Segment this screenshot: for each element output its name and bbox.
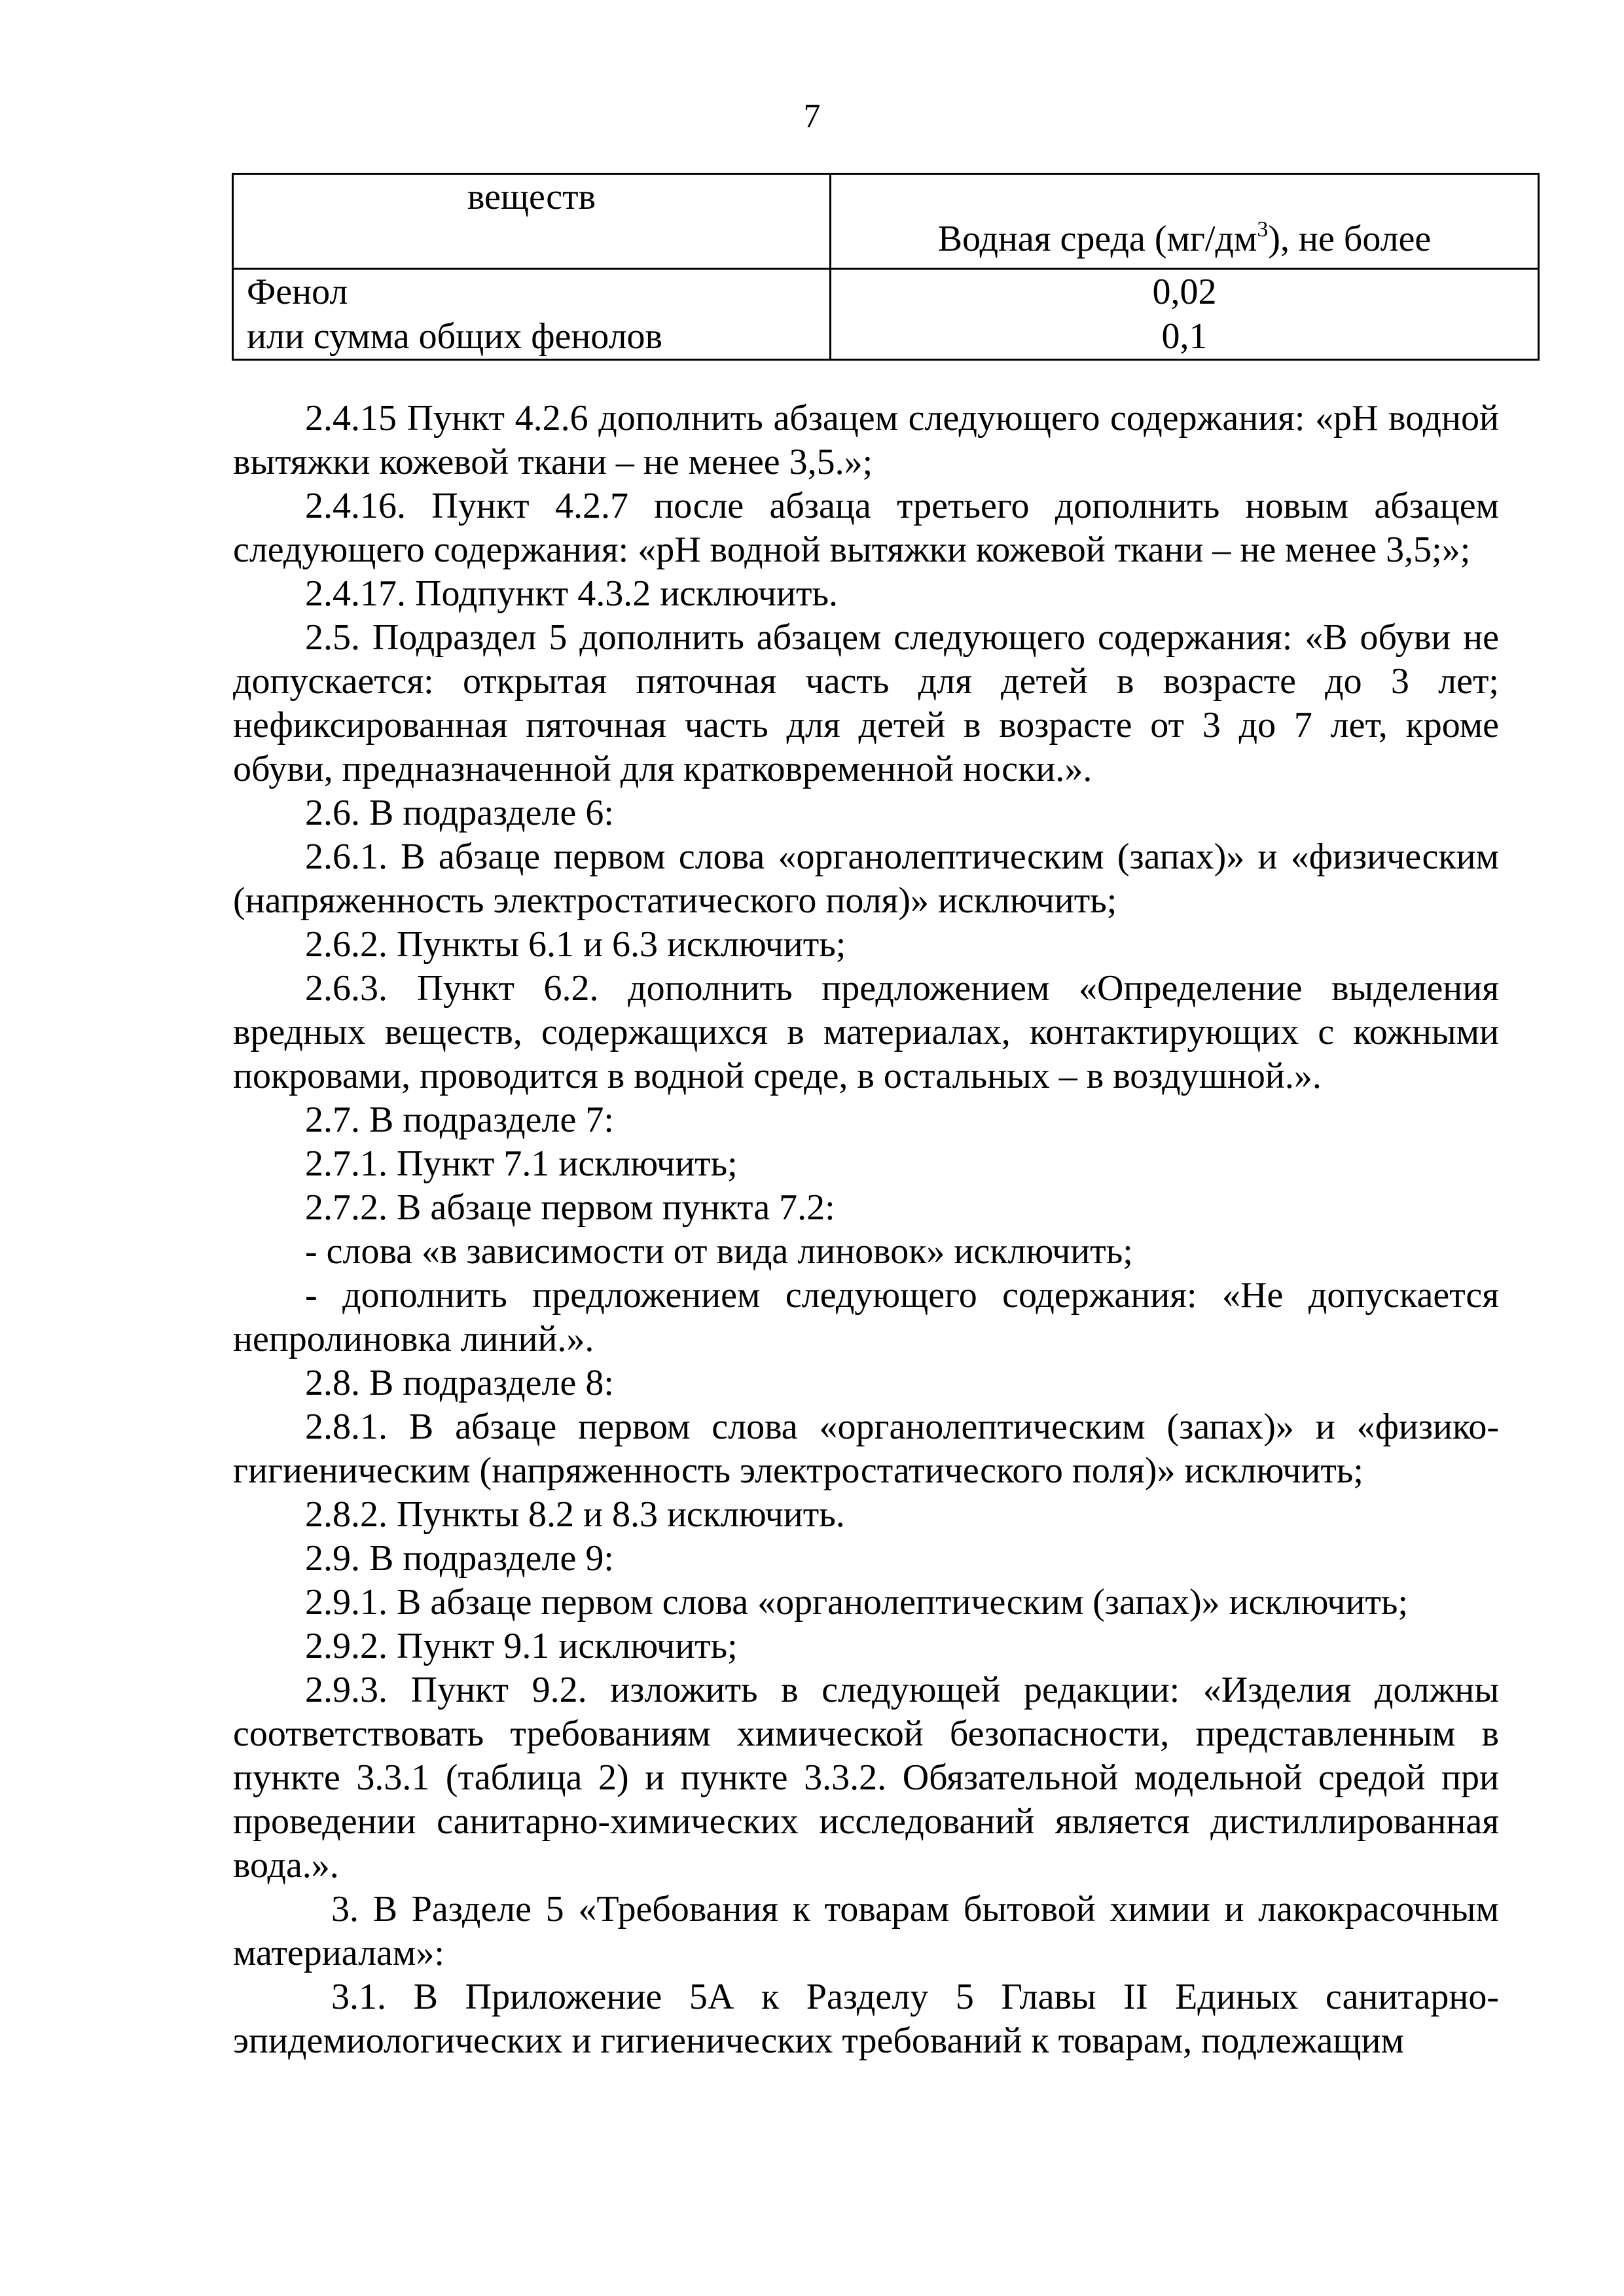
- paragraph: - слова «в зависимости от вида линовок» исключить;: [305, 1231, 1133, 1272]
- paragraph: 2.9.1. В абзаце первом слова «органолептическим (запах)» исключить;: [305, 1582, 1409, 1623]
- paragraph: - дополнить предложением следующего содержания: «Не допускается непролиновка линий.».: [233, 1275, 1499, 1359]
- table-header-water-medium: [831, 174, 1539, 269]
- paragraph: 2.5. Подраздел 5 дополнить абзацем следующего содержания: «В обуви не допускается: открытая пяточная часть для детей в возрасте до 3 лет; нефиксированная пяточная часть для детей в возрасте от 3 до 7 лет, кроме обуви, предназначенной для кратковременной носки.».: [233, 617, 1499, 789]
- paragraph: 2.4.17. Подпункт 4.3.2 исключить.: [305, 573, 839, 614]
- paragraph: 2.8.1. В абзаце первом слова «органолептическим (запах)» и «физико-гигиеническим (напряженность электростатического поля)» исключить;: [233, 1407, 1499, 1491]
- substances-table: [232, 173, 1540, 361]
- paragraph: 2.7.2. В абзаце первом пункта 7.2:: [305, 1187, 835, 1228]
- paragraph: 2.9.3. Пункт 9.2. изложить в следующей редакции: «Изделия должны соответствовать требованиям химической безопасности, представленным в пункте 3.3.1 (таблица 2) и пункте 3.3.2. Обязательной модельной средой при проведении санитарно-химических исследований является дистиллированная вода.».: [233, 1670, 1499, 1886]
- paragraph: 2.8.2. Пункты 8.2 и 8.3 исключить.: [305, 1494, 845, 1535]
- paragraph: 3. В Разделе 5 «Требования к товарам бытовой химии и лакокрасочным материалам»:: [233, 1889, 1499, 1973]
- substance-value: 0,02: [1152, 272, 1217, 312]
- paragraph: 2.6.2. Пункты 6.1 и 6.3 исключить;: [305, 924, 846, 965]
- table-header-substances: веществ: [233, 174, 831, 269]
- paragraph: 2.8. В подразделе 8:: [305, 1363, 614, 1403]
- paragraph: 2.9.2. Пункт 9.1 исключить;: [305, 1626, 738, 1666]
- substance-name: Фенол: [247, 272, 348, 312]
- page-number: 7: [803, 98, 821, 135]
- table-cell-value: [831, 269, 1539, 360]
- substance-value: 0,1: [1161, 316, 1208, 357]
- paragraph: 2.7.1. Пункт 7.1 исключить;: [305, 1143, 738, 1184]
- table-row: [233, 269, 1539, 360]
- header-unit-suffix: ), не более: [1268, 219, 1432, 259]
- paragraph: 2.7. В подразделе 7:: [305, 1100, 614, 1140]
- header-unit-text: Водная среда (мг/дм: [937, 219, 1257, 259]
- paragraph: 2.4.16. Пункт 4.2.7 после абзаца третьего дополнить новым абзацем следующего содержания: «pH водной вытяжки кожевой ткани – не менее 3,5;»;: [233, 486, 1499, 570]
- substance-name: или сумма общих фенолов: [247, 316, 662, 357]
- paragraph: 2.9. В подразделе 9:: [305, 1538, 614, 1579]
- table-header-row: [233, 174, 1539, 269]
- header-unit-superscript: 3: [1257, 217, 1269, 242]
- paragraph: 2.6.3. Пункт 6.2. дополнить предложением «Определение выделения вредных веществ, содержащихся в материалах, контактирующих с кожными покровами, проводится в водной среде, в остальных – в воздушной.».: [233, 968, 1499, 1096]
- paragraph: 3.1. В Приложение 5А к Разделу 5 Главы II Единых санитарно-эпидемиологических и гигиенических требований к товарам, подлежащим: [233, 1977, 1499, 2061]
- table-cell-substance: [233, 269, 831, 360]
- paragraph: 2.6. В подразделе 6:: [305, 793, 614, 833]
- document-body: [233, 397, 1499, 2063]
- paragraph: 2.4.15 Пункт 4.2.6 дополнить абзацем следующего содержания: «pH водной вытяжки кожевой ткани – не менее 3,5.»;: [233, 398, 1499, 482]
- paragraph: 2.6.1. В абзаце первом слова «органолептическим (запах)» и «физическим (напряженность электростатического поля)» исключить;: [233, 836, 1499, 921]
